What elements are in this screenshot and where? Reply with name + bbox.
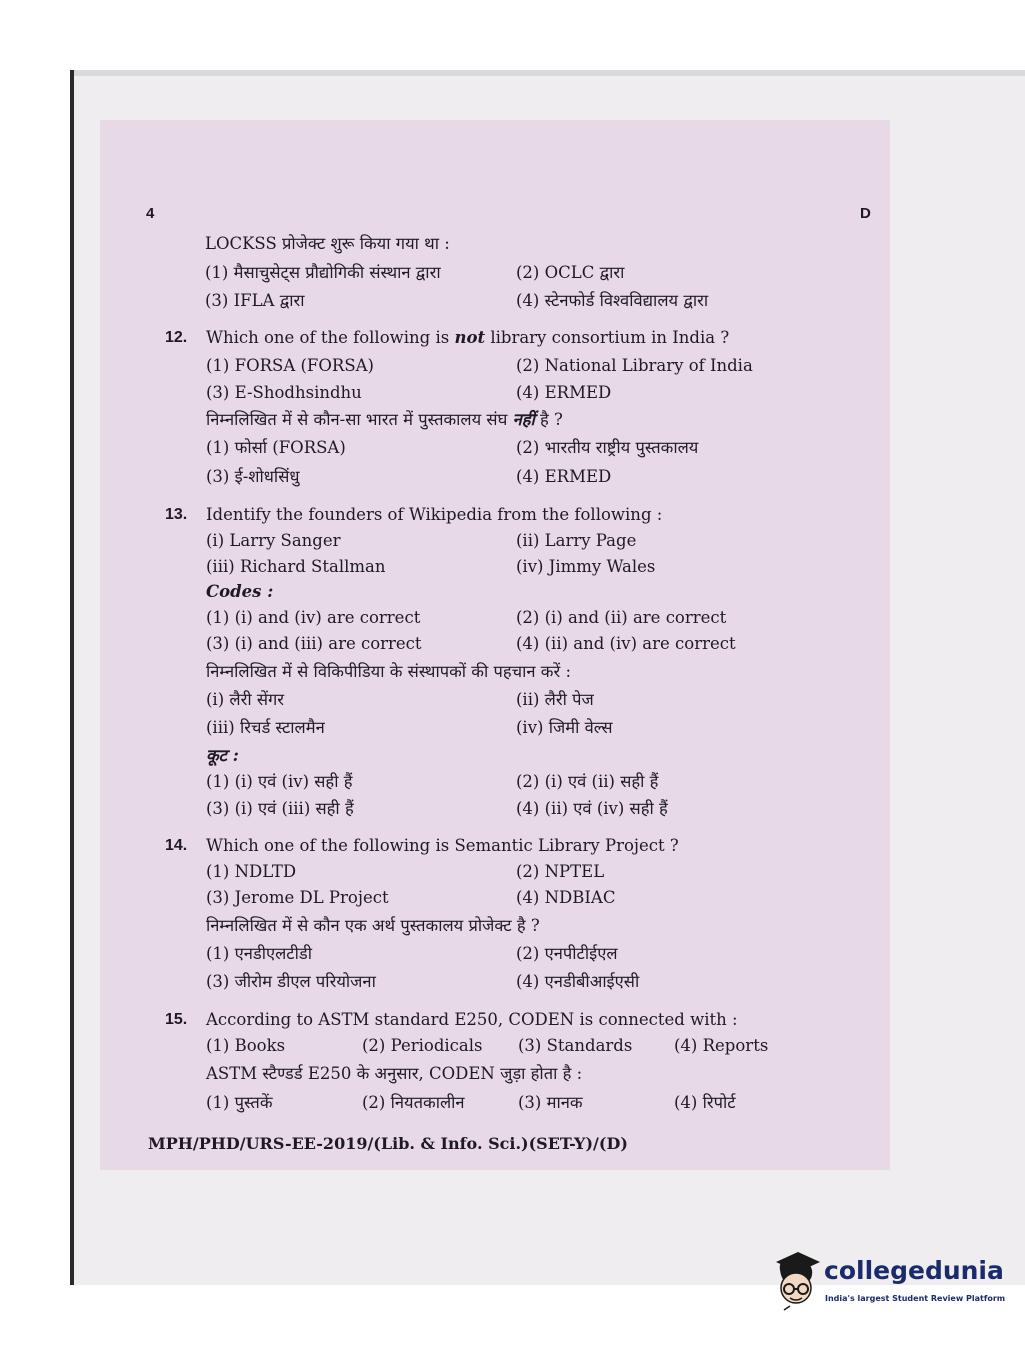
q15-question-en: According to ASTM standard E250, CODEN is connected with : (206, 1010, 738, 1029)
q13-item-en-2: (ii) Larry Page (516, 531, 637, 550)
q13-item-en-3: (iii) Richard Stallman (206, 557, 386, 576)
mascot-icon (768, 1250, 824, 1320)
q12-option-en-1: (1) FORSA (FORSA) (206, 356, 374, 375)
q13-codes-en: Codes : (206, 582, 274, 601)
q13-option-en-1: (1) (i) and (iv) are correct (206, 608, 421, 627)
q12-option-en-4: (4) ERMED (516, 383, 612, 402)
q14-option-en-2: (2) NPTEL (516, 862, 605, 881)
q14-option-hi-2: (2) एनपीटीईएल (516, 944, 618, 963)
q14-option-en-3: (3) Jerome DL Project (206, 888, 389, 907)
q12-option-en-2: (2) National Library of India (516, 356, 753, 375)
q15-option-en-4: (4) Reports (674, 1036, 769, 1055)
paper-code-footer: MPH/PHD/URS-EE-2019/(Lib. & Info. Sci.)(SET-Y)/(D) (148, 1134, 628, 1153)
q15-option-en-3: (3) Standards (518, 1036, 633, 1055)
q11-option-hi-3: (3) IFLA द्वारा (205, 291, 305, 310)
q15-option-en-1: (1) Books (206, 1036, 286, 1055)
q14-option-hi-1: (1) एनडीएलटीडी (206, 944, 313, 963)
q14-option-en-4: (4) NDBIAC (516, 888, 616, 907)
q13-item-en-4: (iv) Jimmy Wales (516, 557, 656, 576)
q12-number: 12. (165, 329, 188, 346)
q11-question-hi: LOCKSS प्रोजेक्ट शुरू किया गया था : (205, 234, 450, 253)
q15-question-hi: ASTM स्टैण्डर्ड E250 के अनुसार, CODEN जुड़ा होता है : (206, 1064, 583, 1083)
q12-option-hi-2: (2) भारतीय राष्ट्रीय पुस्तकालय (516, 438, 699, 457)
q15-option-hi-2: (2) नियतकालीन (362, 1093, 465, 1112)
q12-option-en-3: (3) E-Shodhsindhu (206, 383, 362, 402)
collegedunia-logo (768, 1250, 1006, 1320)
q13-option-en-4: (4) (ii) and (iv) are correct (516, 634, 736, 653)
q14-option-en-1: (1) NDLTD (206, 862, 297, 881)
q13-option-hi-2: (2) (i) एवं (ii) सही हैं (516, 772, 659, 791)
q14-question-en: Which one of the following is Semantic Library Project ? (206, 836, 679, 855)
q13-item-hi-3: (iii) रिचर्ड स्टालमैन (206, 718, 325, 737)
q11-option-hi-2: (2) OCLC द्वारा (516, 263, 625, 282)
q13-item-hi-4: (iv) जिमी वेल्स (516, 718, 613, 737)
q15-option-hi-4: (4) रिपोर्ट (674, 1093, 736, 1112)
q13-number: 13. (165, 506, 188, 523)
set-code: D (860, 205, 871, 222)
q15-option-hi-3: (3) मानक (518, 1093, 583, 1112)
q12-option-hi-3: (3) ई-शोधसिंधु (206, 467, 300, 486)
q13-option-hi-3: (3) (i) एवं (iii) सही हैं (206, 799, 354, 818)
logo-brand: collegedunia (824, 1256, 1004, 1285)
q15-option-hi-1: (1) पुस्तकें (206, 1093, 273, 1112)
q13-option-hi-4: (4) (ii) एवं (iv) सही हैं (516, 799, 668, 818)
q15-number: 15. (165, 1011, 188, 1028)
q13-question-hi: निम्नलिखित में से विकिपीडिया के संस्थापकों की पहचान करें : (206, 662, 572, 681)
page-number: 4 (146, 205, 155, 222)
q14-option-hi-4: (4) एनडीबीआईएसी (516, 972, 640, 991)
q13-option-hi-1: (1) (i) एवं (iv) सही हैं (206, 772, 353, 791)
q15-option-en-2: (2) Periodicals (362, 1036, 483, 1055)
q13-codes-hi: कूट : (206, 746, 239, 765)
q13-item-en-1: (i) Larry Sanger (206, 531, 341, 550)
q13-item-hi-2: (ii) लैरी पेज (516, 690, 594, 709)
q14-question-hi: निम्नलिखित में से कौन एक अर्थ पुस्तकालय प्रोजेक्ट है ? (206, 916, 540, 935)
q14-option-hi-3: (3) जीरोम डीएल परियोजना (206, 972, 376, 991)
q13-question-en: Identify the founders of Wikipedia from the following : (206, 505, 663, 524)
logo-tagline: India's largest Student Review Platform (825, 1294, 1006, 1303)
q11-option-hi-4: (4) स्टेनफोर्ड विश्वविद्यालय द्वारा (516, 291, 709, 310)
q12-option-hi-1: (1) फोर्सा (FORSA) (206, 438, 346, 457)
q12-question-en: Which one of the following is not library consortium in India ? (206, 328, 730, 347)
q13-option-en-3: (3) (i) and (iii) are correct (206, 634, 422, 653)
q13-option-en-2: (2) (i) and (ii) are correct (516, 608, 727, 627)
q12-option-hi-4: (4) ERMED (516, 467, 612, 486)
q13-item-hi-1: (i) लैरी सेंगर (206, 690, 285, 709)
q14-number: 14. (165, 837, 188, 854)
q11-option-hi-1: (1) मैसाचुसेट्स प्रौद्योगिकी संस्थान द्वारा (205, 263, 441, 282)
q12-question-hi: निम्नलिखित में से कौन-सा भारत में पुस्तकालय संघ नहीं है ? (206, 410, 563, 429)
